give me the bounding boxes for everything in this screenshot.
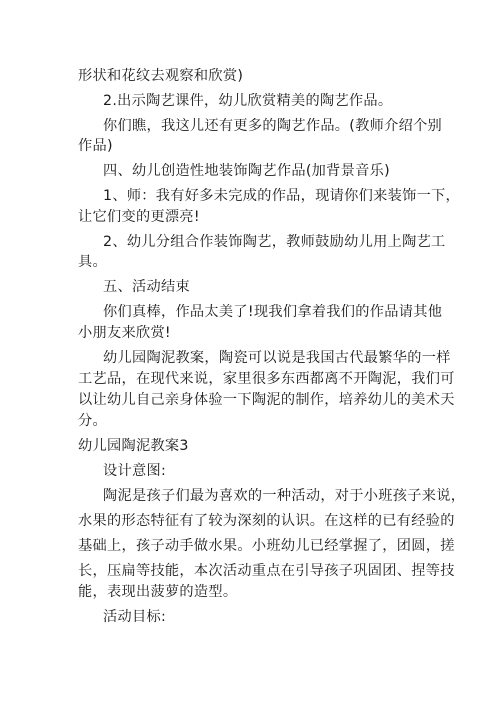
text-line-19: 陶泥是孩子们最为喜欢的一种活动，对于小班孩子来说， <box>103 488 466 504</box>
text-line-15: 以让幼儿自己亲身体验一下陶泥的制作，培养幼儿的美术天 <box>78 392 455 408</box>
section-heading-5: 五、活动结束 <box>103 279 190 295</box>
text-line-12: 小朋友来欣赏! <box>78 325 171 341</box>
text-line-8: 2、幼儿分组合作装饰陶艺，教师鼓励幼儿用上陶艺工 <box>103 234 446 250</box>
text-line-9: 具。 <box>78 254 107 270</box>
text-line-21: 基础上，孩子动手做水果。小班幼儿已经掌握了，团圆，搓 <box>78 538 455 554</box>
text-line-20: 水果的形态特征有了较为深刻的认识。在这样的已有经验的 <box>78 513 455 529</box>
text-line-6: 1、师：我有好多未完成的作品，现请你们来装饰一下， <box>103 188 461 204</box>
text-line-23: 能，表现出菠萝的造型。 <box>78 584 238 600</box>
text-line-1: 形状和花纹去观察和欣赏) <box>78 68 244 84</box>
section-heading-4: 四、幼儿创造性地装饰陶艺作品(加背景音乐) <box>103 163 390 179</box>
text-line-11: 你们真棒，作品太美了!现我们拿着我们的作品请其他 <box>103 304 443 320</box>
text-line-3: 你们瞧，我这儿还有更多的陶艺作品。(教师介绍个别 <box>103 118 443 134</box>
text-line-22: 长，压扁等技能，本次活动重点在引导孩子巩固团、捏等技 <box>78 563 455 579</box>
text-line-4: 作品) <box>78 138 113 154</box>
text-line-7: 让它们变的更漂亮! <box>78 209 200 225</box>
text-line-2: 2.出示陶艺课件，幼儿欣赏精美的陶艺作品。 <box>103 93 393 109</box>
subheading-design-intent: 设计意图: <box>103 463 167 479</box>
text-line-14: 工艺品，在现代来说，家里很多东西都离不开陶泥，我们可 <box>78 371 455 387</box>
text-line-16: 分。 <box>78 413 107 429</box>
lesson-title: 幼儿园陶泥教案3 <box>78 438 189 454</box>
text-line-13: 幼儿园陶泥教案，陶瓷可以说是我国古代最繁华的一样 <box>103 350 451 366</box>
subheading-activity-goals: 活动目标: <box>103 609 167 625</box>
